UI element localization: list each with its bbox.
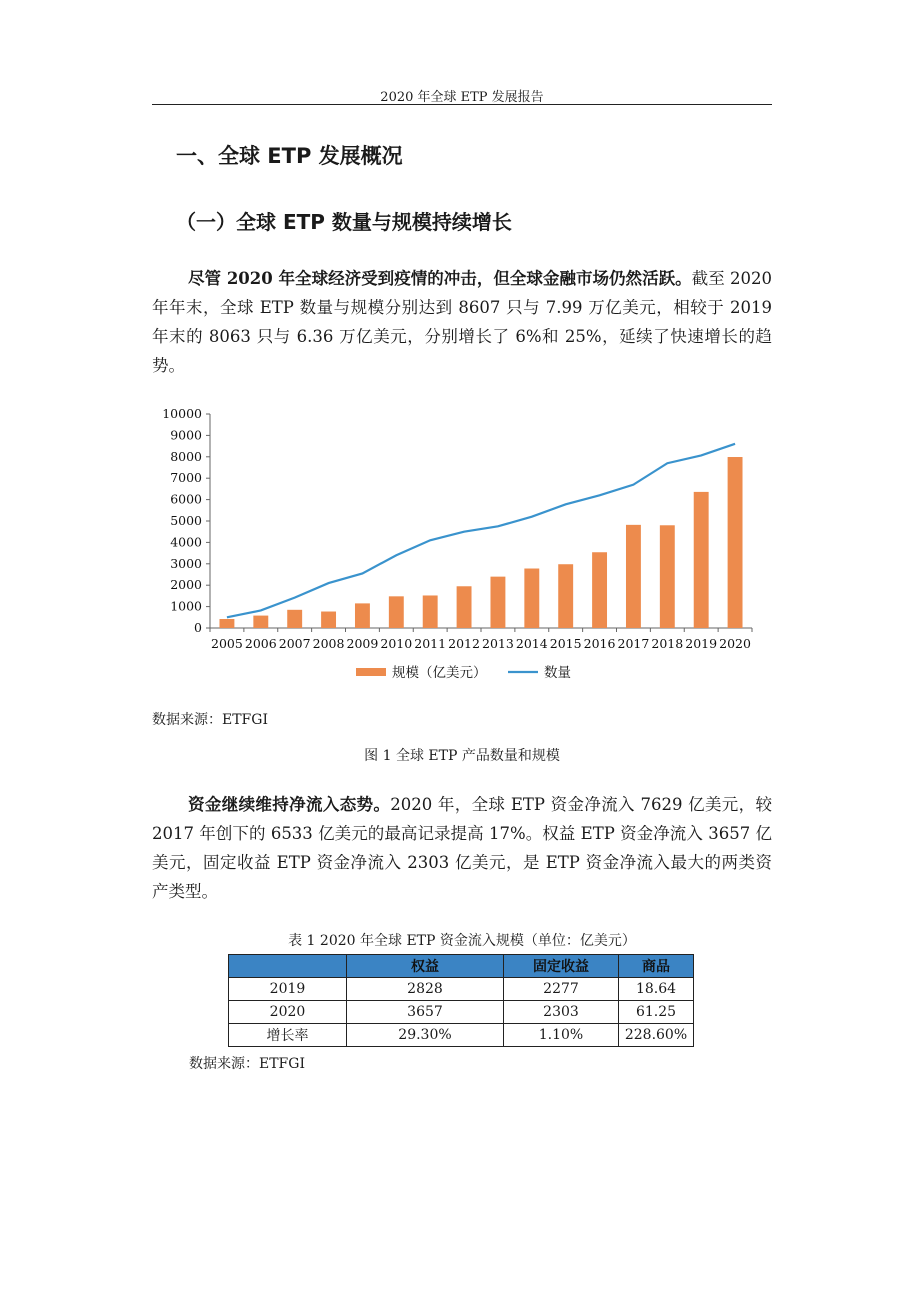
bar — [728, 457, 743, 628]
bar — [626, 525, 641, 628]
y-tick-label: 0 — [194, 620, 202, 635]
y-tick-label: 5000 — [170, 513, 202, 528]
chart-line — [227, 444, 735, 618]
table-cell: 3657 — [347, 1001, 504, 1024]
y-tick-label: 6000 — [170, 491, 202, 507]
section-heading: 一、全球 ETP 发展概况 — [176, 144, 403, 168]
bar — [253, 616, 268, 628]
header-rule — [152, 104, 772, 105]
x-tick-label: 2018 — [651, 636, 684, 651]
y-tick-label: 8000 — [170, 448, 202, 464]
table-cell: 1.10% — [504, 1024, 619, 1047]
legend-bar-label: 规模（亿美元） — [392, 665, 487, 681]
table-cell: 2019 — [229, 978, 347, 1001]
figure-source: 数据来源：ETFGI — [152, 712, 268, 728]
bar — [321, 612, 336, 628]
table-header-cell: 固定收益 — [504, 955, 619, 978]
x-tick-label: 2007 — [278, 636, 311, 651]
x-tick-label: 2011 — [414, 636, 447, 651]
bar — [457, 586, 472, 628]
bar — [558, 564, 573, 628]
table-header-cell: 商品 — [619, 955, 694, 978]
y-tick-label: 7000 — [170, 470, 202, 486]
chart-legend — [356, 664, 571, 681]
y-tick-label: 10000 — [162, 406, 202, 421]
x-tick-label: 2009 — [346, 636, 379, 651]
series-line-count — [227, 444, 735, 617]
x-tick-label: 2006 — [244, 636, 277, 651]
x-tick-label: 2019 — [685, 636, 718, 651]
bar — [287, 610, 302, 628]
paragraph-2-body: 2020 年，全球 ETP 资金净流入 7629 亿美元，较 2017 年创下的 6533 亿美元的最高记录提高 17%。权益 ETP 资金净流入 3657 亿美元，固定收益 ETP 资金净流入 2303 亿美元，是 ETP 资金净流入最大的两类资产类型。 — [152, 795, 773, 901]
x-tick-label: 2017 — [617, 636, 650, 651]
x-tick-label: 2005 — [211, 636, 243, 651]
table-cell: 61.25 — [619, 1001, 694, 1024]
paragraph-2 — [152, 790, 772, 906]
y-tick-label: 1000 — [170, 598, 202, 614]
bar — [423, 595, 438, 628]
page-header: 2020 年全球 ETP 发展报告 — [380, 90, 544, 105]
bar — [592, 552, 607, 628]
x-tick-label: 2016 — [583, 636, 616, 651]
table-cell: 2277 — [504, 978, 619, 1001]
paragraph-1-body: 截至 2020 年年末，全球 ETP 数量与规模分别达到 8607 只与 7.99 万亿美元，相较于 2019 年末的 8063 只与 6.36 万亿美元，分别增长了 6%和 25%，延续了快速增长的趋势。 — [152, 269, 772, 375]
y-tick-label: 3000 — [170, 555, 202, 571]
paragraph-1 — [152, 264, 772, 380]
table-source: 数据来源：ETFGI — [189, 1056, 305, 1072]
table-cell: 增长率 — [229, 1024, 347, 1047]
table-cell: 29.30% — [347, 1024, 504, 1047]
x-tick-label: 2013 — [482, 636, 514, 651]
table-caption: 表 1 2020 年全球 ETP 资金流入规模（单位：亿美元） — [288, 933, 636, 949]
etp-chart — [152, 402, 772, 702]
bar — [389, 596, 404, 628]
bar — [524, 569, 539, 628]
bar — [355, 603, 370, 628]
table-cell: 2020 — [229, 1001, 347, 1024]
bar — [490, 577, 505, 628]
table-cell: 2828 — [347, 978, 504, 1001]
paragraph-1-lead: 尽管 2020 年全球经济受到疫情的冲击，但全球金融市场仍然活跃。 — [188, 269, 692, 288]
table-cell: 2303 — [504, 1001, 619, 1024]
legend-line-label: 数量 — [544, 665, 571, 681]
inflow-table — [228, 954, 694, 1047]
table-row — [229, 1001, 694, 1024]
table-header-row — [229, 955, 694, 978]
bar — [694, 492, 709, 628]
figure-caption: 图 1 全球 ETP 产品数量和规模 — [364, 748, 560, 764]
table-row — [229, 1024, 694, 1047]
x-tick-label: 2012 — [448, 636, 480, 651]
x-tick-label: 2014 — [515, 636, 548, 651]
y-tick-label: 4000 — [170, 534, 202, 550]
chart-bars — [219, 457, 742, 628]
section-subheading: （一）全球 ETP 数量与规模持续增长 — [176, 210, 512, 234]
bar — [219, 619, 234, 628]
table-header-cell — [229, 955, 347, 978]
table-cell: 228.60% — [619, 1024, 694, 1047]
bar — [660, 525, 675, 628]
table-header-cell: 权益 — [347, 955, 504, 978]
table-cell: 18.64 — [619, 978, 694, 1001]
table-row — [229, 978, 694, 1001]
y-tick-label: 9000 — [170, 427, 202, 443]
x-tick-label: 2008 — [312, 636, 345, 651]
x-tick-label: 2015 — [549, 636, 582, 651]
x-tick-label: 2010 — [380, 636, 413, 651]
legend-bar-swatch — [356, 668, 386, 676]
y-tick-label: 2000 — [170, 577, 202, 593]
x-tick-label: 2020 — [719, 636, 751, 651]
paragraph-2-lead: 资金继续维持净流入态势。 — [188, 795, 391, 814]
